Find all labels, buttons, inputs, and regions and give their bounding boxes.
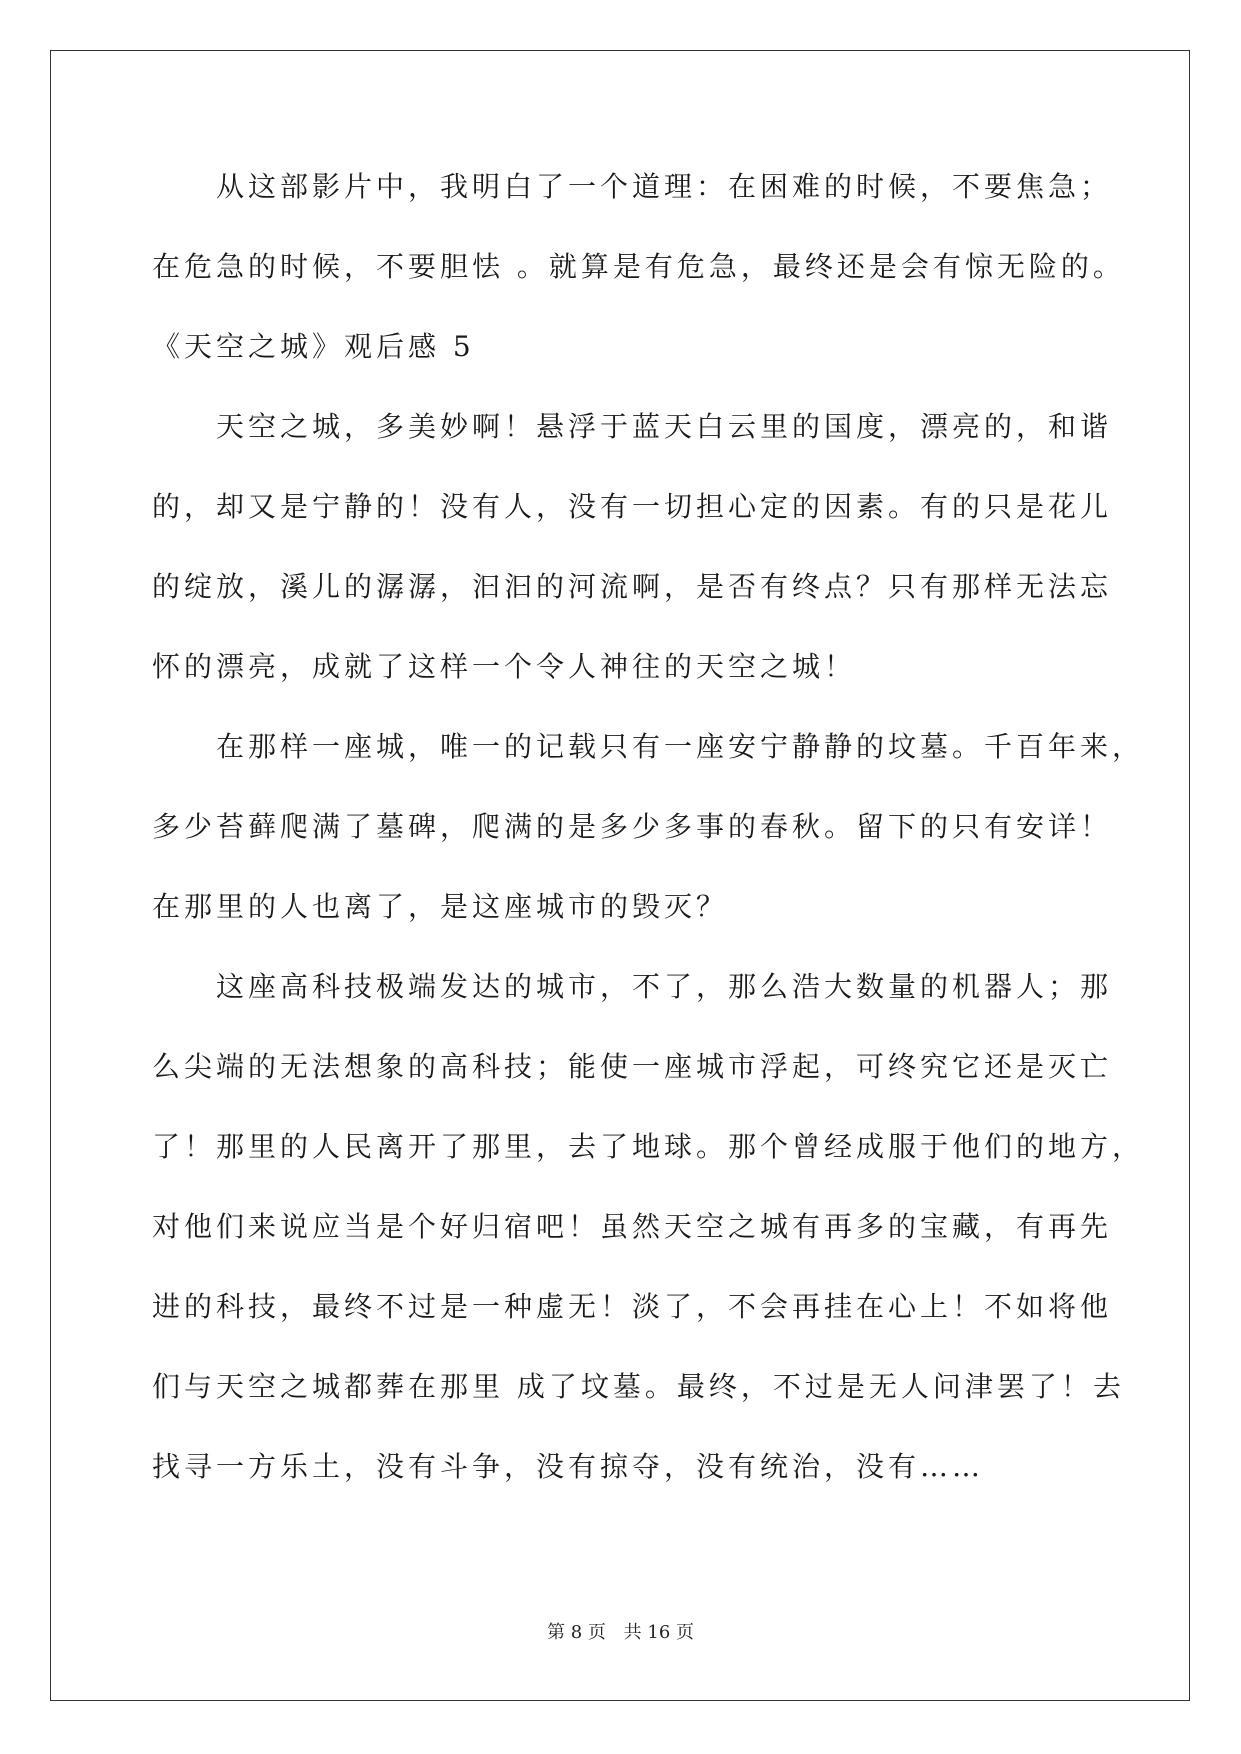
text-line: 这座高科技极端发达的城市，不了，那么浩大数量的机器人；那 <box>216 970 1113 1003</box>
text-line: 天空之城，多美妙啊！悬浮于蓝天白云里的国度，漂亮的，和谐 <box>216 410 1113 443</box>
section-heading: 《天空之城》观后感 5 <box>152 330 475 363</box>
text-line: 了！那里的人民离开了那里，去了地球。那个曾经成服于他们的地方， <box>152 1130 1145 1163</box>
text-line: 进的科技，最终不过是一种虚无！淡了，不会再挂在心上！不如将他 <box>152 1290 1113 1323</box>
page-number: 第 8 页 <box>547 1622 606 1643</box>
text-line: 的，却又是宁静的！没有人，没有一切担心定的因素。有的只是花儿 <box>152 490 1113 523</box>
text-line: 在那样一座城，唯一的记载只有一座安宁静静的坟墓。千百年来， <box>216 730 1145 763</box>
text-line: 对他们来说应当是个好归宿吧！虽然天空之城有再多的宝藏，有再先 <box>152 1210 1113 1243</box>
text-line: 在那里的人也离了，是这座城市的毁灭？ <box>152 890 729 923</box>
text-line: 在危急的时候，不要胆怯 。就算是有危急，最终还是会有惊无险的。 <box>152 250 1125 283</box>
text-line: 们与天空之城都葬在那里 成了坟墓。最终，不过是无人问津罢了！去 <box>152 1370 1125 1403</box>
text-line: 从这部影片中，我明白了一个道理：在困难的时候，不要焦急； <box>216 170 1113 203</box>
text-line: 多少苔藓爬满了墓碑，爬满的是多少多事的春秋。留下的只有安详！ <box>152 810 1113 843</box>
document-body <box>152 160 1145 1520</box>
text-line: 的绽放，溪儿的潺潺，汩汩的河流啊，是否有终点？只有那样无法忘 <box>152 570 1113 603</box>
text-line: 么尖端的无法想象的高科技；能使一座城市浮起，可终究它还是灭亡 <box>152 1050 1113 1083</box>
page-total: 共 16 页 <box>623 1622 694 1643</box>
text-line: 怀的漂亮，成就了这样一个令人神往的天空之城！ <box>152 650 857 683</box>
text-line: 找寻一方乐土，没有斗争，没有掠夺，没有统治，没有…… <box>152 1450 985 1483</box>
page-footer <box>0 1618 1241 1644</box>
